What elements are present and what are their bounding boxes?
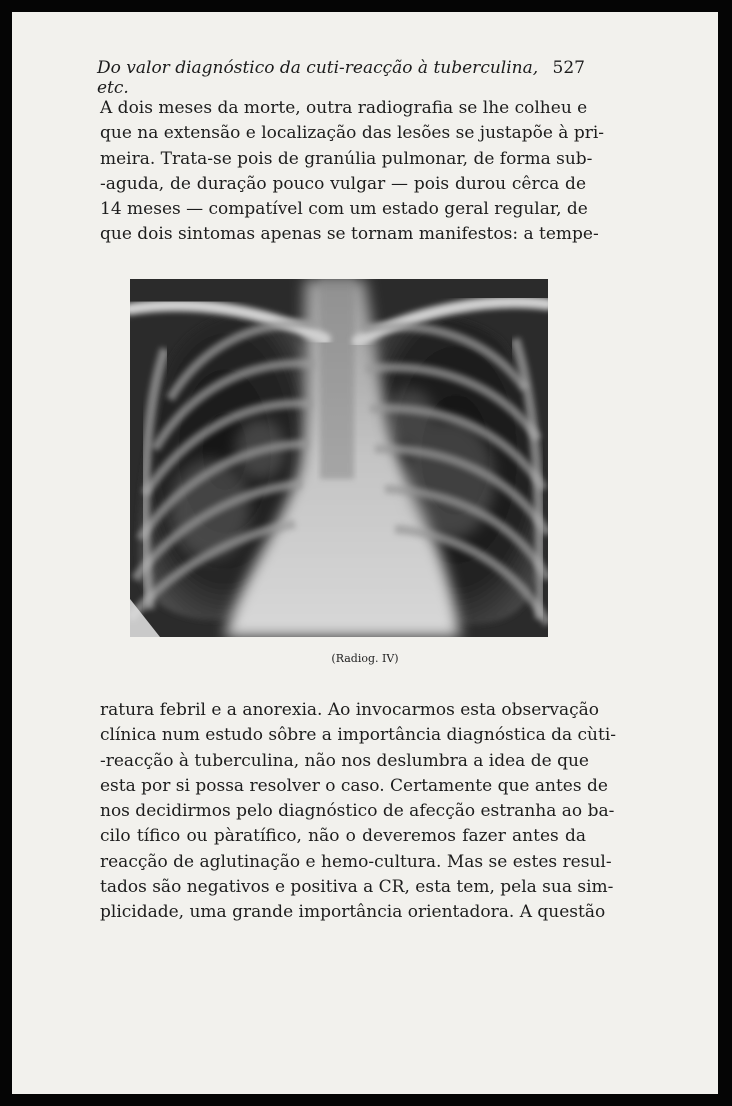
text-line: que na extensão e localização das lesões se justapõe à pri- (100, 123, 605, 144)
running-header (97, 58, 585, 98)
text-line: -aguda, de duração pouco vulgar — pois durou cêrca de (100, 173, 586, 194)
page-number: 527 (552, 58, 585, 78)
running-title: Do valor diagnóstico da cuti-reacção à tuberculina, etc. (97, 58, 539, 98)
text-line: meira. Trata-se pois de granúlia pulmonar, de forma sub- (100, 148, 593, 169)
text-line: ratura febril e a anorexia. Ao invocarmos esta observação (100, 700, 600, 720)
text-line: que dois sintomas apenas se tornam manifestos: a tempe- (100, 224, 599, 245)
text-line: cilo tífico ou pàratífico, não o deveremos fazer antes da (100, 826, 586, 847)
paragraph-after-figure (100, 698, 617, 926)
chest-radiograph (130, 279, 548, 637)
text-line: 14 meses — compatível com um estado geral regular, de (100, 199, 588, 220)
text-line: -reacção à tuberculina, não nos deslumbra a idea de que (100, 750, 589, 771)
text-line: nos decidirmos pelo diagnóstico de afecção estranha ao ba- (100, 801, 615, 822)
text-line: plicidade, uma grande importância orientadora. A questão (100, 902, 606, 923)
figure-caption: (Radiog. IV) (331, 652, 399, 665)
book-page (12, 12, 718, 1094)
paragraph-before-figure (100, 96, 605, 248)
text-line: esta por si possa resolver o caso. Certamente que antes de (100, 775, 608, 796)
text-line: tados são negativos e positiva a CR, esta tem, pela sua sim- (100, 877, 614, 898)
text-line: reacção de aglutinação e hemo-cultura. Mas se estes resul- (100, 851, 612, 872)
text-line: clínica num estudo sôbre a importância diagnóstica da cùti- (100, 725, 617, 746)
text-line: A dois meses da morte, outra radiografia se lhe colheu e (100, 98, 588, 118)
